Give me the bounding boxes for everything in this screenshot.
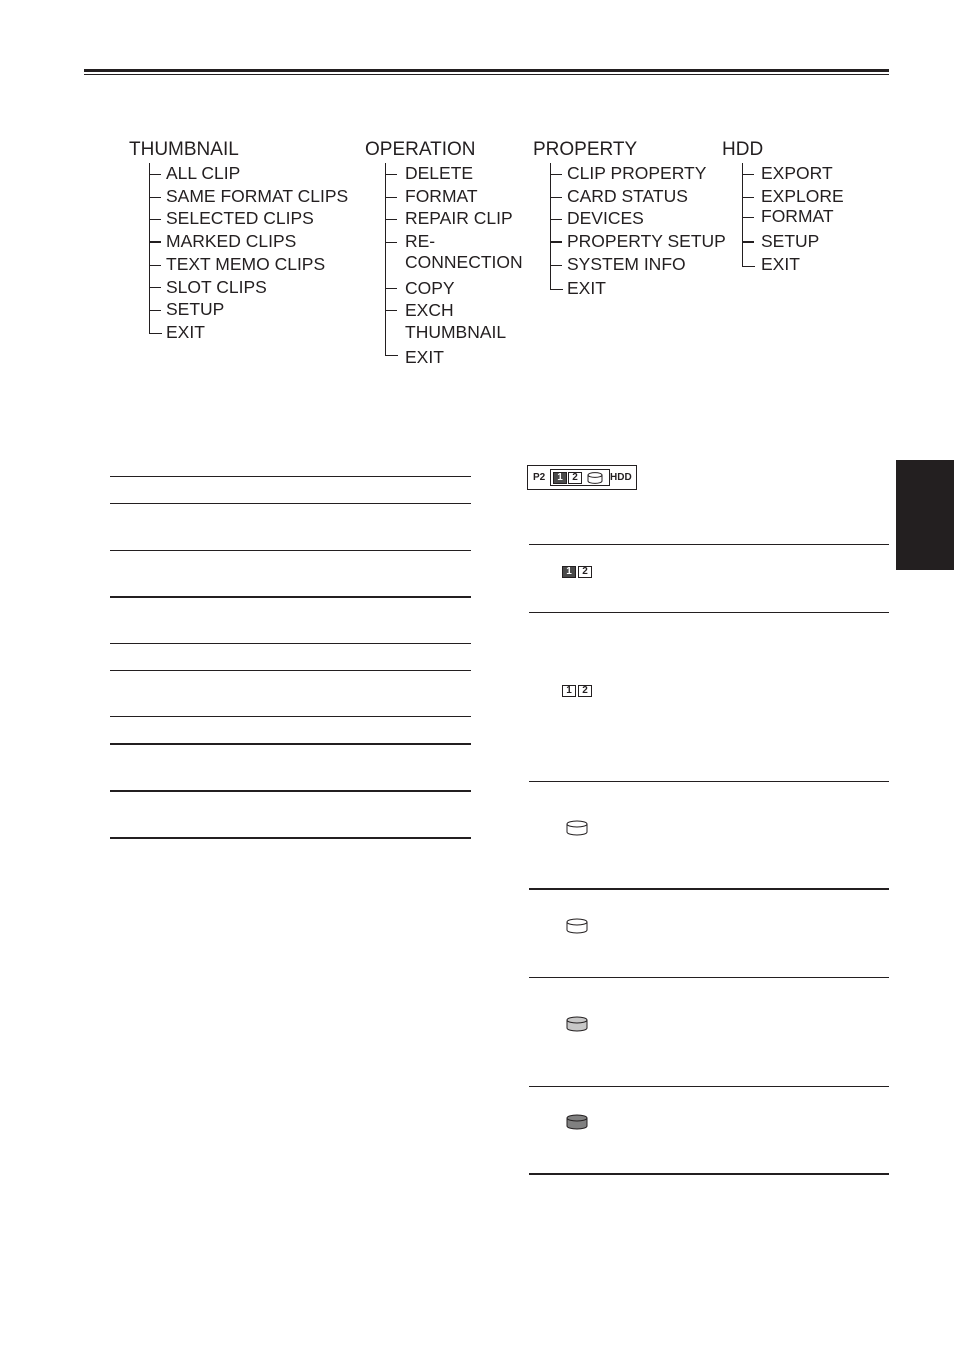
slot-2-outline-icon: 2 [578, 566, 592, 578]
menu-item[interactable]: EXIT [166, 322, 205, 342]
header-rule [84, 69, 889, 72]
menu-title: HDD [722, 139, 764, 160]
menu-item[interactable]: EXPLORE [761, 186, 844, 206]
status-bar-illustration [527, 465, 637, 490]
table-rule [529, 612, 889, 613]
table-rule [529, 888, 889, 890]
chapter-tab [896, 460, 954, 570]
hdd-label: HDD [610, 472, 632, 483]
menu-item[interactable]: EXPORT [761, 163, 833, 183]
menu-item[interactable]: REPAIR CLIP [405, 208, 513, 228]
menu-item[interactable]: SETUP [166, 299, 225, 319]
menu-item[interactable]: MARKED CLIPS [166, 231, 297, 251]
menu-item[interactable]: RE- [405, 231, 436, 251]
menu-item[interactable]: DEVICES [567, 208, 644, 228]
menu-item[interactable]: EXCH [405, 300, 454, 320]
slot-1-outline-icon: 1 [562, 685, 576, 697]
table-rule [110, 790, 471, 792]
menu-item[interactable]: SELECTED CLIPS [166, 208, 314, 228]
menu-item[interactable]: FORMAT [761, 206, 834, 226]
table-rule [529, 1173, 889, 1175]
hdd-outline-icon [566, 918, 588, 934]
slot-group [550, 469, 610, 486]
menu-title: PROPERTY [533, 139, 638, 160]
menu-item[interactable]: EXIT [405, 347, 444, 367]
menu-item[interactable]: SYSTEM INFO [567, 254, 686, 274]
header-rule-thin [84, 74, 889, 75]
table-rule [110, 837, 471, 839]
table-rule [110, 503, 471, 504]
menu-title: OPERATION [365, 139, 476, 160]
menu-item[interactable]: CLIP PROPERTY [567, 163, 707, 183]
table-rule [529, 781, 889, 782]
hdd-outline-icon [566, 820, 588, 836]
menu-item: CONNECTION [405, 252, 523, 272]
slot-2-outline-icon: 2 [578, 685, 592, 697]
menu-item[interactable]: EXIT [567, 278, 606, 298]
menu-item[interactable]: ALL CLIP [166, 163, 241, 183]
table-rule [110, 476, 471, 477]
menu-item[interactable]: SLOT CLIPS [166, 277, 267, 297]
menu-item[interactable]: DELETE [405, 163, 474, 183]
menu-item[interactable]: TEXT MEMO CLIPS [166, 254, 326, 274]
menu-item[interactable]: PROPERTY SETUP [567, 231, 726, 251]
menu-item[interactable]: SETUP [761, 231, 820, 251]
menu-item[interactable]: COPY [405, 278, 455, 298]
hdd-dark-gray-icon [566, 1114, 588, 1130]
hdd-outline-icon [587, 472, 603, 484]
menu-item[interactable]: FORMAT [405, 186, 478, 206]
table-rule [529, 544, 889, 545]
table-rule [110, 670, 471, 671]
slot-1-filled-icon: 1 [562, 566, 576, 578]
menu-item: THUMBNAIL [405, 322, 507, 342]
slot-1-indicator: 1 [553, 472, 567, 484]
menu-item[interactable]: EXIT [761, 254, 800, 274]
table-rule [529, 977, 889, 978]
table-rule [110, 596, 471, 598]
table-rule [529, 1086, 889, 1087]
menu-item[interactable]: CARD STATUS [567, 186, 688, 206]
table-rule [110, 716, 471, 717]
table-rule [110, 643, 471, 644]
table-rule [110, 550, 471, 551]
menu-title: THUMBNAIL [129, 139, 239, 160]
hdd-light-gray-icon [566, 1016, 588, 1032]
slot-2-indicator: 2 [568, 472, 582, 484]
p2-label: P2 [533, 472, 546, 483]
menu-item[interactable]: SAME FORMAT CLIPS [166, 186, 349, 206]
table-rule [110, 743, 471, 745]
